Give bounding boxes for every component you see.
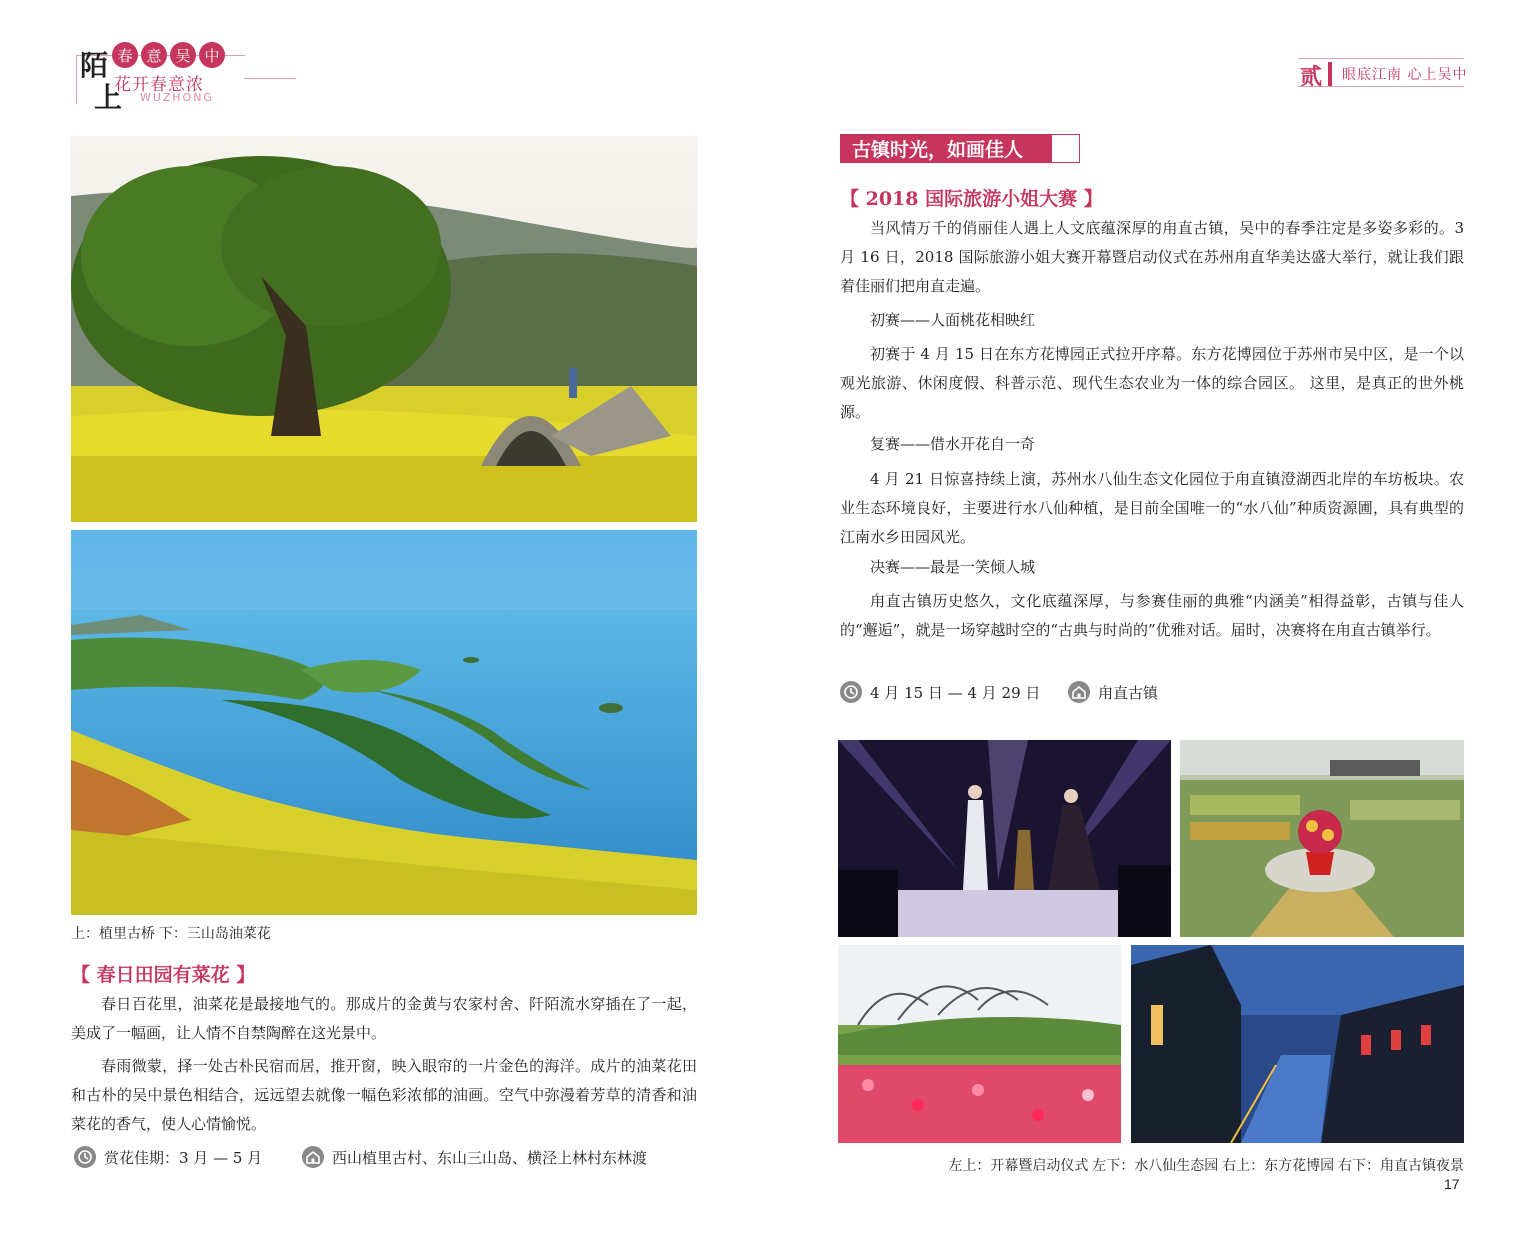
logo-circle: 吴 [170, 42, 196, 68]
left-paragraph-1: 春日百花里，油菜花是最接地气的。那成片的金黄与农家村舍、阡陌流水穿插在了一起，美成了一幅画，让人情不自禁陶醉在这光景中。 [71, 995, 697, 1042]
logo-circles [112, 42, 225, 68]
header-rule-top [1298, 58, 1464, 59]
stage1-title: 初赛——人面桃花相映红 [870, 311, 1036, 329]
left-time-text: 赏花佳期：3 月 — 5 月 [104, 1148, 263, 1167]
right-info-place [1068, 681, 1158, 703]
photo-luzhi-night [1131, 945, 1464, 1143]
logo-subtitle: 花开春意浓 [114, 75, 204, 95]
photo-sanshan-island [71, 530, 697, 915]
home-icon [302, 1146, 324, 1168]
stage2-title: 复赛——借水开花自一奇 [870, 435, 1036, 453]
header-rule [244, 78, 296, 79]
photo-flower-expo [1180, 740, 1464, 937]
photo-water-garden [838, 945, 1121, 1143]
logo-circle: 中 [199, 42, 225, 68]
stage2-text: 4 月 21 日惊喜持续上演，苏州水八仙生态文化园位于甪直镇澄湖西北岸的车坊板块。农业生态环境良好，主要进行水八仙种植，是目前全国唯一的“水八仙”种质资源圃，具有典型的江南水乡田园风光。 [840, 470, 1464, 546]
left-section-title: 【 春日田园有菜花 】 [71, 964, 256, 986]
logo-circle: 春 [112, 42, 138, 68]
clock-icon [840, 681, 862, 703]
right-time-text: 4 月 15 日 — 4 月 29 日 [870, 683, 1041, 702]
left-info-place [302, 1146, 647, 1168]
header-rule-bottom [1298, 86, 1464, 87]
right-section-title: 【 2018 国际旅游小姐大赛 】 [840, 188, 1103, 210]
photo-ancient-bridge [71, 136, 697, 522]
clock-icon [74, 1146, 96, 1168]
right-intro: 当风情万千的俏丽佳人遇上人文底蕴深厚的甪直古镇，吴中的春季注定是多姿多彩的。3 月 16 日，2018 国际旅游小姐大赛开幕暨启动仪式在苏州甪直华美达盛大举行，就让我们跟着佳丽们把甪直走遍。 [840, 219, 1464, 295]
chapter-bar [1328, 62, 1332, 86]
stage1-text: 初赛于 4 月 15 日在东方花博园正式拉开序幕。东方花博园位于苏州市吴中区，是一个以观光旅游、休闲度假、科普示范、现代生态农业为一体的综合园区。 这里，是真正的世外桃源。 [840, 345, 1464, 421]
logo-circle: 意 [141, 42, 167, 68]
left-photo-caption: 上：植里古桥 下：三山岛油菜花 [71, 925, 271, 941]
logo-en: WUZHONG [140, 91, 214, 104]
right-photo-caption: 左上：开幕暨启动仪式 左下：水八仙生态园 右上：东方花博园 右下：甪直古镇夜景 [948, 1157, 1464, 1173]
home-icon [1068, 681, 1090, 703]
stage3-title: 决赛——最是一笑倾人城 [870, 558, 1036, 576]
chapter-title: 眼底江南 心上吴中 [1342, 67, 1468, 83]
logo-char-2: 上 [94, 81, 123, 114]
page-number: 17 [1444, 1176, 1460, 1192]
right-info-time [840, 681, 1040, 703]
left-paragraph-2: 春雨微蒙，择一处古朴民宿而居，推开窗，映入眼帘的一片金色的海洋。成片的油菜花田和古朴的吴中景色相结合，远远望去就像一幅色彩浓郁的油画。空气中弥漫着芳草的清香和油菜花的香气，使人心情愉悦。 [71, 1057, 697, 1133]
right-place-text: 甪直古镇 [1098, 683, 1159, 702]
left-place-text: 西山植里古村、东山三山岛、横泾上林村东林渡 [332, 1148, 648, 1167]
band-title: 古镇时光，如画佳人 [840, 134, 1052, 162]
photo-opening-ceremony [838, 740, 1171, 937]
stage3-text: 甪直古镇历史悠久，文化底蕴深厚，与参赛佳丽的典雅“内涵美”相得益彰，古镇与佳人的“邂逅”，就是一场穿越时空的“古典与时尚的”优雅对话。届时，决赛将在甪直古镇举行。 [840, 592, 1464, 639]
logo-char-1: 陌 [80, 49, 109, 82]
chapter-number: 贰 [1300, 65, 1323, 90]
left-info-time [74, 1146, 262, 1168]
